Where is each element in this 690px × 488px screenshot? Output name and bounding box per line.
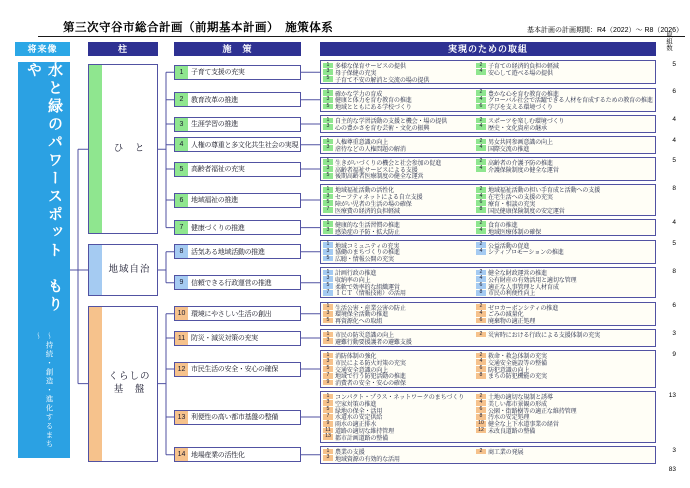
initiative-count-value: 5 [672,60,676,68]
policy-number-badge: 2 [175,93,188,106]
initiative-number-badge: 1 [323,118,333,124]
initiative-number-badge: 6 [476,104,486,110]
initiative-number-badge: 1 [323,221,333,227]
initiative-item [323,434,473,441]
initiative-group-13 [320,391,656,443]
initiative-label: 健全な上下水道事業の経営 [488,421,559,429]
initiative-count-value: 5 [672,157,676,165]
column-header-initiatives: 実現のための取組 [320,42,656,56]
initiative-number-badge: 8 [476,373,486,379]
initiative-label: 都市計画道路の整備 [335,434,389,442]
initiative-group-10 [320,302,656,326]
initiative-number-badge: 4 [476,166,486,172]
initiative-group-2 [320,88,656,112]
initiative-label: 未改良道路の整備 [488,428,536,436]
policy-number-badge: 10 [175,307,188,320]
initiative-number-badge: 2 [476,221,486,227]
policy-label: 健康づくりの推進 [191,224,245,232]
initiative-label: 防犯意識の向上 [488,366,530,374]
initiative-group-5 [320,157,656,181]
initiative-item [476,427,653,434]
initiative-label: 緑地の保全・活用 [335,407,383,415]
initiative-label: ゼロカーボンシティの推進 [488,304,559,312]
initiative-label: 市民による防火対策の充実 [335,359,406,367]
initiative-label: 柔軟で効率的な組織運営 [335,283,400,291]
initiative-label: 後期高齢者医療制度の健全な運営 [335,173,424,181]
pillar-box-hito [88,64,158,234]
initiative-number-badge: 1 [323,187,333,193]
policy-box-4 [174,137,301,152]
pillar-color-stripe [89,307,102,461]
initiative-count-value: 4 [672,115,676,123]
initiative-count-value: 4 [672,219,676,227]
initiative-number-badge: 1 [323,90,333,96]
initiative-number-badge: 2 [476,159,486,165]
initiative-label: 健康と体力を育む教育の推進 [335,97,412,105]
initiative-label: 公益活動の促進 [488,242,530,250]
initiative-number-badge: 5 [323,366,333,372]
initiative-label: 市民の防災意識の向上 [335,332,394,340]
initiative-item [323,207,473,214]
initiative-item [476,103,653,110]
policy-label: 利便性の高い都市基盤の整備 [191,414,279,421]
policy-box-3 [174,117,301,132]
policy-number-badge: 14 [175,448,188,461]
initiative-number-badge: 5 [323,256,333,262]
header-rule [38,36,685,37]
initiative-item [476,448,653,455]
policy-box-8 [174,244,301,259]
initiative-number-badge: 2 [476,353,486,359]
initiative-count-value: 6 [672,302,676,310]
pillar-label [102,245,157,296]
pillar-label-line: 地域自治 [108,263,151,275]
initiative-number-badge: 1 [323,449,333,455]
initiative-label: 土地の適切な規制と誘導 [488,394,553,402]
initiative-label: 地域資源の有効的な活用 [335,455,400,463]
initiative-number-badge: 7 [323,290,333,296]
initiative-number-badge: 2 [476,118,486,124]
initiative-number-badge: 7 [323,414,333,420]
initiative-number-badge: 6 [476,407,486,413]
pillar-label-line: 基 盤 [113,383,146,395]
initiative-label: 国民健康保険制度の安定運営 [488,207,565,215]
initiative-count-value: 4 [672,136,676,144]
policy-number-badge: 11 [175,332,188,345]
policy-label: 人権の尊重と多文化共生社会の実現 [191,141,299,149]
initiative-count-value: 8 [672,184,676,192]
initiative-group-8 [320,240,656,264]
initiative-number-badge: 3 [323,166,333,172]
initiative-label: シティプロモーションの推進 [488,249,564,257]
initiative-number-badge: 3 [323,249,333,255]
policy-label: 防災・減災対策の充実 [191,335,258,342]
initiative-number-badge: 4 [476,97,486,103]
initiative-item [323,379,473,386]
initiative-label: 収納率の向上 [335,276,371,284]
initiative-group-4 [320,136,656,154]
policy-number-badge: 3 [175,118,188,131]
initiative-label: 避難行動要援護者の避難支援 [335,338,412,346]
initiative-number-badge: 3 [323,145,333,151]
initiative-number-badge: 1 [323,304,333,310]
initiative-label: 豊かな心を育む教育の推進 [488,90,559,98]
initiative-label: 消費者の安全・安心の確保 [335,380,406,388]
pillar-box-kurashi-no-kiban [88,306,158,462]
initiative-number-badge: 11 [323,428,333,434]
initiative-label: 食育の推進 [488,221,518,229]
policy-number-badge: 8 [175,245,188,258]
initiative-label: 商工業の発展 [488,448,524,456]
initiative-item [476,207,653,214]
initiative-label: 自主的な学習活動の支援と機会・場の提供 [335,118,447,126]
initiative-number-badge: 4 [476,276,486,282]
initiative-label: グローバル社会で活躍できる人材を育成するための教育の推進 [488,97,653,105]
future-vision-sub-text: ～持続・創造・進化するまち～ [34,332,54,450]
initiative-count-value: 5 [672,240,676,248]
initiative-item [323,172,473,179]
initiative-label: 救命・救急体制の充実 [488,352,547,360]
initiative-item [323,317,473,324]
initiative-count-value: 8 [672,267,676,275]
initiative-count-value: 3 [672,329,676,337]
initiative-number-badge: 3 [323,97,333,103]
initiative-item [476,317,653,324]
initiative-label: 雨水の適正排水 [335,421,377,429]
page-title: 第三次守谷市総合計画（前期基本計画） 施策体系 [63,22,334,34]
policy-number-badge: 6 [175,194,188,207]
pillar-color-stripe [89,65,102,233]
initiative-number-badge: 5 [323,76,333,82]
initiative-label: 交通安全意識の向上 [335,366,389,374]
initiative-label: 生きがいづくりの機会と社会参加の促進 [335,159,442,167]
policy-box-5 [174,162,301,177]
initiative-number-badge: 2 [476,187,486,193]
initiative-number-badge: 4 [476,228,486,234]
initiative-number-badge: 6 [476,283,486,289]
initiative-number-badge: 8 [476,207,486,213]
initiative-number-badge: 3 [323,400,333,406]
initiative-label: 介護保険制度の健全な運営 [488,166,559,174]
column-header-pillar: 柱 [88,42,158,56]
initiative-number-badge: 2 [476,394,486,400]
initiative-item [323,455,473,462]
initiative-item [323,103,473,110]
initiative-label: スポーツを楽しむ環境づくり [488,118,565,126]
initiative-number-badge: 1 [323,159,333,165]
initiative-label: 農業の支援 [335,448,365,456]
initiative-label: 高齢者の介護予防の推進 [488,159,553,167]
initiative-number-badge: 3 [323,359,333,365]
initiative-label: 感染症の予防・拡大防止 [335,228,400,236]
initiative-label: 地域コミュニティの充実 [335,242,400,250]
policy-label: 信頼できる行政運営の推進 [191,279,272,287]
initiative-number-badge: 5 [323,173,333,179]
policy-box-7 [174,220,301,235]
initiative-number-badge: 6 [476,318,486,324]
initiative-label: 汚水の安定処理 [488,414,530,422]
pillar-label [102,65,157,233]
pillar-color-stripe [89,245,102,296]
initiative-group-1 [320,60,656,84]
column-header-policy: 施 策 [174,42,301,56]
initiative-number-badge: 6 [476,200,486,206]
initiative-label: 地域とともにある学校づくり [335,104,412,112]
initiative-label: 環境保全活動の推進 [335,311,389,319]
initiative-number-badge: 4 [476,249,486,255]
initiative-number-badge: 12 [476,428,486,434]
column-header-future-vision: 将来像 [15,42,70,56]
initiative-count-value: 9 [672,350,676,358]
initiative-item [476,69,653,76]
initiative-label: 美しい都市景観の形成 [488,400,547,408]
initiative-group-11 [320,329,656,347]
pillar-box-chiiki-jichi [88,244,158,297]
initiative-label: 生活公害・産業公害の防止 [335,304,406,312]
initiative-number-badge: 5 [323,407,333,413]
initiative-item [476,166,653,173]
pillar-label [102,307,157,461]
policy-box-6 [174,193,301,208]
initiative-item [476,248,653,255]
initiative-item [323,76,473,83]
initiative-label: 確かな学力の育成 [335,90,383,98]
policy-label: 教育改革の推進 [191,96,238,104]
initiative-number-badge: 4 [476,400,486,406]
policy-box-9 [174,275,301,290]
initiative-label: 市民の利便性向上 [488,290,536,298]
initiative-label: 公有財産の有効活用と適切な管理 [488,276,577,284]
initiative-label: 国際交流の推進 [488,145,530,153]
initiative-label: 地域で行う防犯活動の推進 [335,373,406,381]
policy-number-badge: 5 [175,163,188,176]
initiative-number-badge: 4 [476,124,486,130]
initiative-number-badge: 4 [476,69,486,75]
initiative-label: ＩＣＴ（情報技術）の活用 [335,290,406,298]
column-header-initiative-count: 取組数 [665,31,672,52]
initiative-label: 人権尊重意識の向上 [335,138,389,146]
initiative-label: 計画行政の推進 [335,270,377,278]
initiative-label: 空家対策の推進 [335,400,377,408]
plan-period-note: 基本計画の計画期間：R4（2022）～ R8（2026） [527,27,683,34]
policy-number-badge: 4 [175,138,188,151]
pillar-label-line: くらしの [108,370,151,382]
initiative-label: 交通安全施設等の整備 [488,359,547,367]
initiative-number-badge: 3 [323,194,333,200]
initiative-group-14 [320,446,656,464]
initiative-label: 療育・相談の充実 [488,200,536,208]
initiative-label: 在宅生活への支援の充実 [488,194,553,202]
initiative-item [323,228,473,235]
future-vision-main-text: 水と緑のパワースポット もりや [25,62,63,314]
initiative-number-badge: 2 [476,449,486,455]
policy-box-14 [174,447,301,462]
initiative-number-badge: 2 [476,270,486,276]
initiative-label: 災害時における行政による支援体制の充実 [488,332,600,340]
initiative-number-badge: 9 [323,380,333,386]
initiative-label: 適正な人事管理と人材育成 [488,283,559,291]
initiative-count-value: 3 [672,446,676,454]
policy-label: 地場産業の活性化 [191,451,245,459]
initiative-label: 健康的な生活習慣の推進 [335,221,400,229]
policy-number-badge: 13 [175,411,188,424]
initiative-number-badge: 13 [323,434,333,440]
initiative-number-badge: 6 [476,366,486,372]
initiative-number-badge: 7 [323,373,333,379]
policy-box-2 [174,92,301,107]
total-initiative-count: 83 [668,465,676,473]
initiative-label: 地域福祉活動の担い手育成と活動への支援 [488,187,600,195]
policy-label: 活気ある地域活動の推進 [191,248,265,256]
policy-label: 子育て支援の充実 [191,69,245,77]
initiative-label: ごみの減量化 [488,311,524,319]
policy-label: 生涯学習の推進 [191,121,238,128]
initiative-label: 学びを支える環境づくり [488,104,553,112]
initiative-label: 虐待などの人権問題の解消 [335,145,406,153]
initiative-label: 地域福祉活動の活性化 [335,187,394,195]
initiative-number-badge: 3 [323,276,333,282]
initiative-label: 健全な財政運営の推進 [488,270,547,278]
policy-box-11 [174,331,301,346]
initiative-number-badge: 3 [323,311,333,317]
initiative-label: 広聴・情報公開の充実 [335,256,394,264]
initiative-label: 高齢者福祉サービスによる支援 [335,166,418,174]
initiative-label: コンパクト・プラス・ネットワークのまちづくり [335,394,464,402]
policy-label: 高齢者福祉の充実 [191,166,245,173]
initiative-item [476,290,653,297]
initiative-number-badge: 8 [476,414,486,420]
initiative-number-badge: 1 [323,242,333,248]
initiative-number-badge: 3 [323,124,333,130]
initiative-label: 再資源化への取組 [335,318,383,326]
initiative-count-value: 6 [672,88,676,96]
initiative-label: 障がい児者の生活の場の確保 [335,200,412,208]
initiative-label: まちの防犯機能の充実 [488,373,547,381]
initiative-label: 協働のまちづくりの推進 [335,249,400,257]
initiative-item [323,145,473,152]
policy-number-badge: 9 [175,276,188,289]
initiative-item [323,338,473,345]
initiative-number-badge: 5 [323,283,333,289]
initiative-number-badge: 3 [323,69,333,75]
initiative-item [323,290,473,297]
initiative-number-badge: 1 [323,332,333,338]
initiative-number-badge: 5 [323,318,333,324]
initiative-label: 子育ての経済的負担の軽減 [488,62,559,70]
policy-box-10 [174,306,301,321]
initiative-label: 水道水の安定供給 [335,414,383,422]
initiative-item [323,255,473,262]
initiative-number-badge: 2 [476,304,486,310]
initiative-label: 男女共同参画意識の向上 [488,138,553,146]
initiative-number-badge: 3 [323,228,333,234]
policy-box-1 [174,65,301,80]
policy-box-12 [174,362,301,377]
initiative-label: 心の豊かさを育む芸術・文化の振興 [335,124,430,132]
policy-label: 地域福祉の推進 [191,197,238,204]
initiative-number-badge: 7 [323,207,333,213]
initiative-count-value: 13 [668,391,676,399]
initiative-group-6 [320,184,656,215]
initiative-number-badge: 4 [476,359,486,365]
initiative-label: 母子保健の充実 [335,69,377,77]
policy-number-badge: 12 [175,363,188,376]
initiative-number-badge: 5 [323,104,333,110]
initiative-label: セーフティネットによる自立支援 [335,194,423,202]
policy-box-13 [174,410,301,425]
initiative-number-badge: 10 [476,421,486,427]
initiative-label: 歴史・文化資産の継承 [488,124,547,132]
initiative-label: 地域医療体制の確保 [488,228,542,236]
initiative-number-badge: 2 [476,242,486,248]
initiative-number-badge: 9 [323,421,333,427]
initiative-number-badge: 4 [476,145,486,151]
future-vision-box [18,62,70,458]
policy-number-badge: 7 [175,221,188,234]
initiative-number-badge: 5 [323,200,333,206]
initiative-item [323,124,473,131]
initiative-group-3 [320,115,656,133]
initiative-label: 安心して遊べる場の提供 [488,69,553,77]
initiative-number-badge: 1 [323,394,333,400]
initiative-item [476,331,653,338]
initiative-group-12 [320,350,656,388]
initiative-number-badge: 4 [476,194,486,200]
initiative-item [476,145,653,152]
initiative-label: 子育て不安の解消と交流の場の提供 [335,76,430,84]
initiative-number-badge: 2 [476,139,486,145]
pillar-label-line: ひ と [113,142,146,154]
initiative-number-badge: 8 [476,290,486,296]
initiative-label: 廃棄物の適正処理 [488,318,536,326]
initiative-group-7 [320,219,656,237]
initiative-item [476,228,653,235]
initiative-number-badge: 4 [476,311,486,317]
initiative-number-badge: 2 [476,332,486,338]
policy-label: 市民生活の安全・安心の確保 [191,366,279,373]
initiative-group-9 [320,267,656,298]
policy-number-badge: 1 [175,66,188,79]
initiative-number-badge: 3 [323,455,333,461]
initiative-number-badge: 1 [323,139,333,145]
initiative-label: 医療費の経済的負担軽減 [335,207,400,215]
policy-label: 環境にやさしい生活の創出 [191,310,272,318]
initiative-number-badge: 2 [476,90,486,96]
initiative-label: 公園・街路樹等の適正な維持管理 [488,407,577,415]
initiative-number-badge: 3 [323,338,333,344]
initiative-item [476,372,653,379]
initiative-label: 多様な保育サービスの提供 [335,62,406,70]
initiative-number-badge: 1 [323,353,333,359]
initiative-label: 消防体制の強化 [335,352,377,360]
initiative-number-badge: 1 [323,270,333,276]
initiative-item [476,124,653,131]
initiative-label: 道路の適切な維持管理 [335,428,394,436]
initiative-number-badge: 1 [323,63,333,69]
initiative-number-badge: 2 [476,63,486,69]
